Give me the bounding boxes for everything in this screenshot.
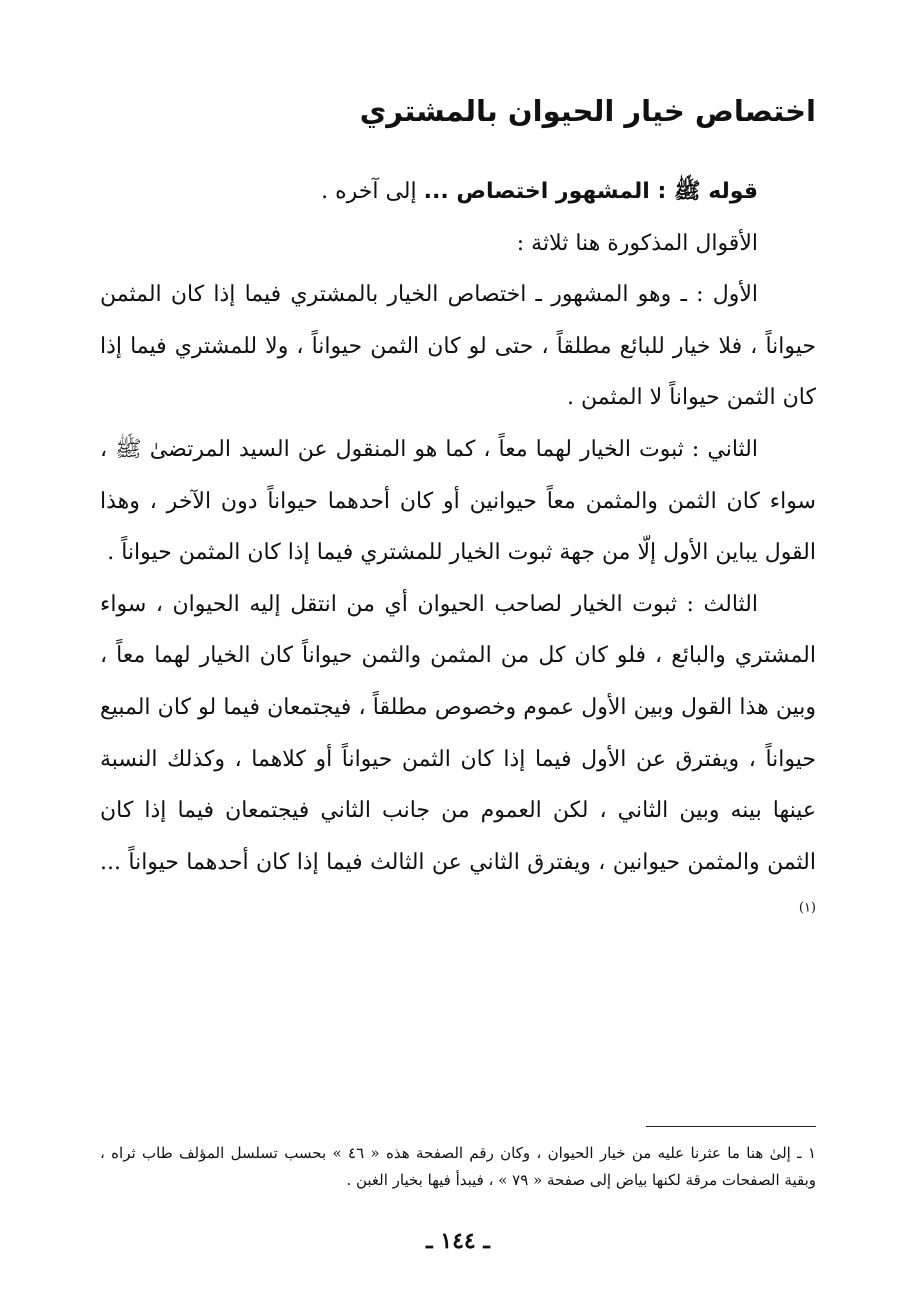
quote-line [100,166,816,218]
paragraph-third [100,579,816,940]
page-number: ـ ١٤٤ ـ [426,1228,490,1254]
footnote-marker: (١) [798,900,816,916]
quote-lead: قوله ﷺ : المشهور اختصاص ... [423,179,758,204]
footnote-divider [646,1126,816,1127]
footnote-text: ١ ـ إلىٰ هنا ما عثرنا عليه من خيار الحيوان ، وكان رقم الصفحة هذه « ٤٦ » بحسب تسلسل المؤلف طاب ثراه ، وبقية الصفحات مرقة لكنها بياض إلى صفحة « ٧٩ » ، فيبدأ فيها بخيار الغبن . [100,1144,816,1189]
paragraph-third-text: الثالث : ثبوت الخيار لصاحب الحيوان أي من انتقل إليه الحيوان ، سواء المشتري والبائع ، فلو كان كل من المثمن والثمن حيواناً كان الخيار لهما معاً ، وبين هذا القول وبين الأول عموم وخصوص مطلقاً ، فيجتمعان فيما لو كان المبيع حيواناً ، ويفترق عن الأول فيما إذا كان الثمن حيواناً أو كلاهما ، وكذلك النسبة عينها بينه وبين الثاني ، لكن العموم من جانب الثاني فيجتمعان فيما إذا كان الثمن والمثمن حيوانين ، ويفترق الثاني عن الثالث فيما إذا كان أحدهما حيواناً ... [100,591,816,875]
intro-line: الأقوال المذكورة هنا ثلاثة : [516,230,758,256]
section-heading: اختصاص خيار الحيوان بالمشتري [359,94,816,128]
body-text [100,166,816,940]
paragraph-second: الثاني : ثبوت الخيار لهما معاً ، كما هو المنقول عن السيد المرتضىٰ ﷺ ، سواء كان الثمن والمثمن معاً حيوانين أو كان أحدهما حيواناً دون الآخر ، وهذا القول يباين الأول إلّا من جهة ثبوت الخيار للمشتري فيما إذا كان المثمن حيواناً . [100,436,816,566]
paragraph-first: الأول : ـ وهو المشهور ـ اختصاص الخيار بالمشتري فيما إذا كان المثمن حيواناً ، فلا خيار للبائع مطلقاً ، حتى لو كان الثمن حيواناً ، ولا للمشتري فيما إذا كان الثمن حيواناً لا المثمن . [100,282,816,411]
footnote [100,1140,816,1194]
quote-rest: إلى آخره . [321,179,424,204]
